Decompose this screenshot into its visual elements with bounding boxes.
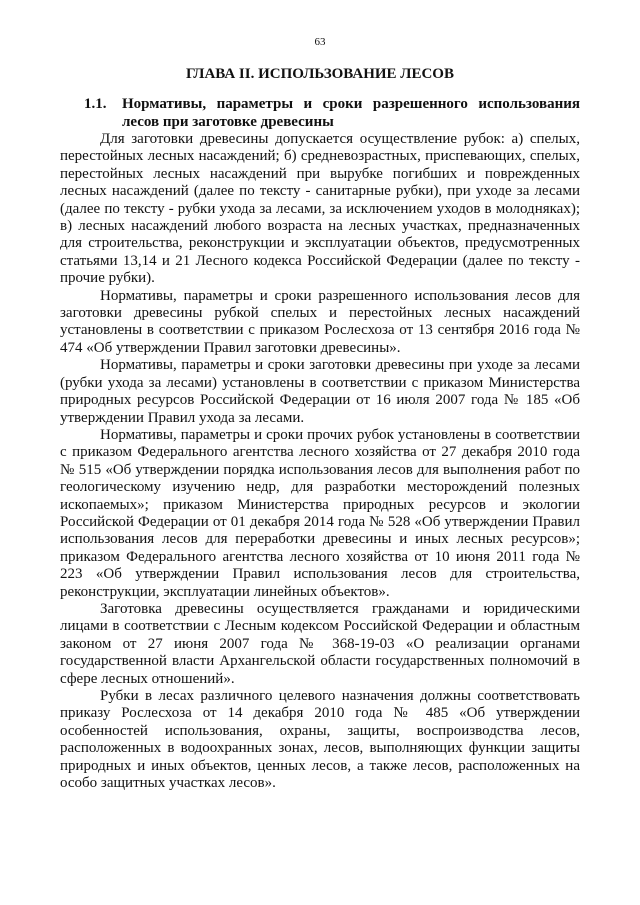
paragraph: Нормативы, параметры и сроки прочих рубок установлены в соответствии с приказом Федерального агентства лесного хозяйства от 27 декабря 2010 года № 515 «Об утверждении порядка использования лесов для выполнения работ по геологическому изучению недр, для разработки месторождений полезных ископаемых»; приказом Министерства природных ресурсов и экологии Российской Федерации от 01 декабря 2014 года № 528 «Об утверждении Правил использования лесов для переработки древесины и иных лесных ресурсов»; приказом Федерального агентства лесного хозяйства от 10 июня 2011 года № 223 «Об утверждении Правил использования лесов для строительства, реконструкции, эксплуатации линейных объектов». (60, 426, 580, 600)
paragraph: Для заготовки древесины допускается осуществление рубок: а) спелых, перестойных лесных насаждений; б) средневозрастных, приспевающих, спелых, перестойных лесных насаждений при вырубке погибших и поврежденных лесных насаждений (далее по тексту - санитарные рубки), при уходе за лесами (далее по тексту - рубки ухода за лесами, за исключением уходов в молодняках); в) лесных насаждений любого возраста на лесных участках, предназначенных для строительства, реконструкции и эксплуатации объектов, предусмотренных статьями 13,14 и 21 Лесного кодекса Российской Федерации (далее по тексту - прочие рубки). (60, 131, 580, 287)
chapter-title: ГЛАВА II. ИСПОЛЬЗОВАНИЕ ЛЕСОВ (186, 66, 454, 82)
body-text (60, 131, 580, 792)
page-number: 63 (314, 36, 326, 48)
paragraph: Рубки в лесах различного целевого назначения должны соответствовать приказу Рослесхоза от 14 декабря 2010 года № 485 «Об утверждении особенностей использования, охраны, защиты, воспроизводства лесов, расположенных в водоохранных зонах, лесов, выполняющих функции защиты природных и иных объектов, ценных лесов, а также лесов, расположенных на особо защитных участках лесов». (60, 688, 580, 792)
section-title: Нормативы, параметры и сроки разрешенного использования лесов при заготовке древесины (122, 96, 580, 130)
paragraph: Нормативы, параметры и сроки разрешенного использования лесов для заготовки древесины рубкой спелых и перестойных лесных насаждений установлены в соответствии с приказом Рослесхоза от 13 сентября 2016 года № 474 «Об утверждении Правил заготовки древесины». (60, 287, 580, 356)
section-number: 1.1. (84, 96, 107, 112)
paragraph: Заготовка древесины осуществляется гражданами и юридическими лицами в соответствии с Лесным кодексом Российской Федерации и областным законом от 27 июня 2007 года № 368-19-03 «О реализации органами государственной власти Архангельской области государственных полномочий в сфере лесных отношений». (60, 600, 580, 687)
section-heading (84, 95, 580, 131)
paragraph: Нормативы, параметры и сроки заготовки древесины при уходе за лесами (рубки ухода за лесами) установлены в соответствии с приказом Министерства природных ресурсов Российской Федерации от 16 июля 2007 года № 185 «Об утверждении Правил ухода за лесами. (60, 357, 580, 426)
